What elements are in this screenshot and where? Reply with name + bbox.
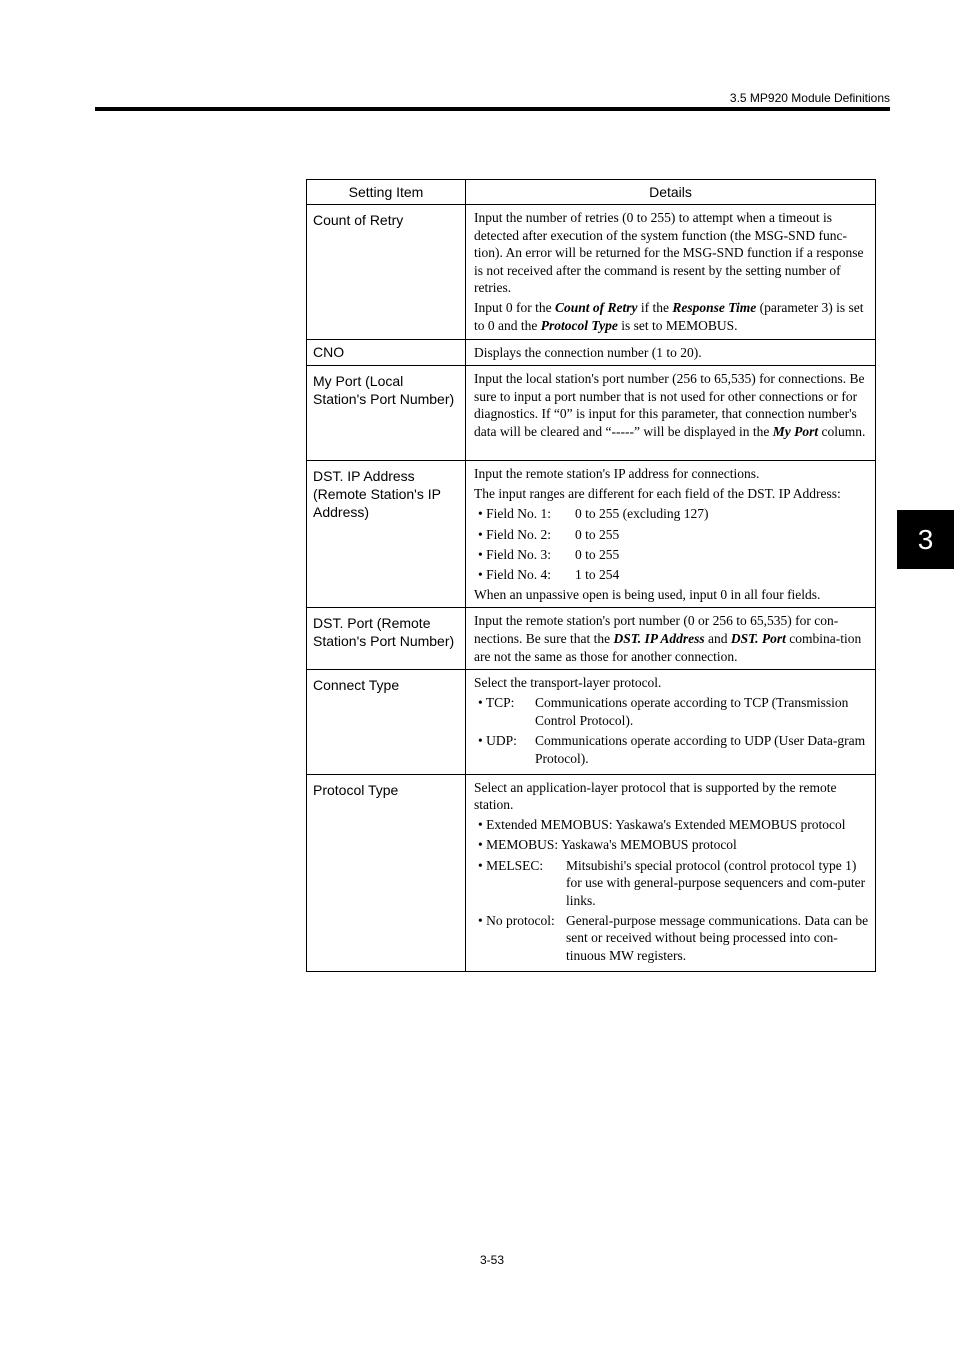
setting-item-cell: DST. Port (Remote Station's Port Number) <box>307 608 466 670</box>
list-item <box>478 694 871 729</box>
list-item <box>478 566 871 584</box>
details-cell <box>466 670 876 774</box>
running-head: 3.5 MP920 Module Definitions <box>729 91 890 105</box>
list-label: • No protocol: <box>478 912 555 928</box>
header-rule <box>95 107 890 111</box>
list-item <box>478 857 871 910</box>
list-value: 0 to 255 <box>575 546 620 562</box>
details-cell <box>466 339 876 366</box>
setting-item-cell: DST. IP Address (Remote Station's IP Address) <box>307 461 466 608</box>
list-item <box>478 505 871 523</box>
text-run: and <box>704 631 731 646</box>
list-label: • MELSEC: <box>478 857 544 873</box>
details-paragraph <box>474 299 871 334</box>
details-paragraph: Input the remote station's IP address for connections. <box>474 466 760 482</box>
details-cell <box>466 461 876 608</box>
details-paragraph: When an unpassive open is being used, input 0 in all four fields. <box>474 586 821 602</box>
text-run: if the <box>637 300 673 316</box>
table-row <box>307 366 876 461</box>
emphasis-text: Protocol Type <box>540 318 618 334</box>
list-label: • Field No. 4: <box>478 566 551 582</box>
details-cell <box>466 205 876 340</box>
text-run: column. <box>818 424 866 440</box>
setting-item-cell: Count of Retry <box>307 205 466 340</box>
list-value: 1 to 254 <box>575 566 620 582</box>
text-run: is set to MEMOBUS. <box>617 318 738 334</box>
details-paragraph: Select the transport-layer protocol. <box>474 675 662 691</box>
setting-item-cell: Connect Type <box>307 670 466 774</box>
list-label: • Field No. 1: <box>478 506 551 522</box>
text-run: Input the local station's port number (256 to 65,535) for connections. Be sure to input a port number that is not used for other connections or for diagnostics. If “0” is input for this parameter, that connection number's data will be cleared and “-----” will be displayed in the <box>474 371 865 440</box>
list-value: Communications operate according to UDP (User Data-gram Protocol). <box>535 732 866 766</box>
list-item <box>478 912 871 965</box>
column-header-setting-item: Setting Item <box>307 180 466 205</box>
details-cell <box>466 608 876 670</box>
details-paragraph: The input ranges are different for each field of the DST. IP Address: <box>474 486 841 502</box>
list-label: • Field No. 2: <box>478 526 551 542</box>
settings-table <box>306 179 876 972</box>
emphasis-text: My Port <box>772 424 819 440</box>
list-item <box>478 732 871 767</box>
table-row <box>307 774 876 971</box>
list-label: • TCP: <box>478 695 515 711</box>
setting-item-cell: CNO <box>307 339 466 366</box>
emphasis-text: DST. Port <box>730 631 786 646</box>
details-paragraph: Displays the connection number (1 to 20). <box>474 344 702 360</box>
emphasis-text: Count of Retry <box>554 300 638 316</box>
emphasis-text: DST. IP Address <box>613 631 705 646</box>
chapter-tab: 3 <box>897 510 954 569</box>
column-header-details: Details <box>466 180 876 205</box>
list-value: 0 to 255 (excluding 127) <box>575 506 709 522</box>
details-paragraph <box>474 370 871 440</box>
text-run: (parameter 3) is set to 0 and the <box>474 300 864 334</box>
text-run: Input 0 for the <box>474 300 555 316</box>
list-value: Communications operate according to TCP (Transmission Control Protocol). <box>535 695 849 728</box>
list-item <box>478 546 871 564</box>
list-value: 0 to 255 <box>575 526 620 542</box>
details-paragraph: Input the number of retries (0 to 255) to attempt when a timeout is detected after execution of the system function (the MSG-SND func-tion). An error will be returned for the MSG-SND function if a response is not received after the command is resent by the setting number of retries. <box>474 210 864 296</box>
details-cell <box>466 774 876 971</box>
text-run: combina-tion are not the same as those for another connection. <box>474 631 862 664</box>
table-row <box>307 670 876 774</box>
list-value: Mitsubishi's special protocol (control protocol type 1) for use with general-purpose sequencers and com-puter links. <box>566 857 866 908</box>
table-row <box>307 339 876 366</box>
setting-item-cell: My Port (Local Station's Port Number) <box>307 366 466 461</box>
text-run: Input the remote station's port number (0 or 256 to 65,535) for con-nections. Be sure that the <box>474 613 839 646</box>
table-row <box>307 205 876 340</box>
table-row <box>307 461 876 608</box>
setting-item-cell: Protocol Type <box>307 774 466 971</box>
table-row <box>307 608 876 670</box>
list-label: • Field No. 3: <box>478 546 551 562</box>
table-header-row <box>307 180 876 205</box>
details-paragraph: Select an application-layer protocol that is supported by the remote station. <box>474 779 837 813</box>
emphasis-text: Response Time <box>672 300 757 316</box>
list-item: • Extended MEMOBUS: Yaskawa's Extended MEMOBUS protocol <box>478 817 846 833</box>
list-item <box>478 526 871 544</box>
details-paragraph <box>474 612 871 665</box>
details-cell <box>466 366 876 461</box>
page-number: 3-53 <box>479 1253 505 1267</box>
list-value: General-purpose message communications. Data can be sent or received without being processed into con-tinuous MW registers. <box>566 912 869 963</box>
list-label: • UDP: <box>478 732 517 748</box>
list-item: • MEMOBUS: Yaskawa's MEMOBUS protocol <box>478 837 737 853</box>
